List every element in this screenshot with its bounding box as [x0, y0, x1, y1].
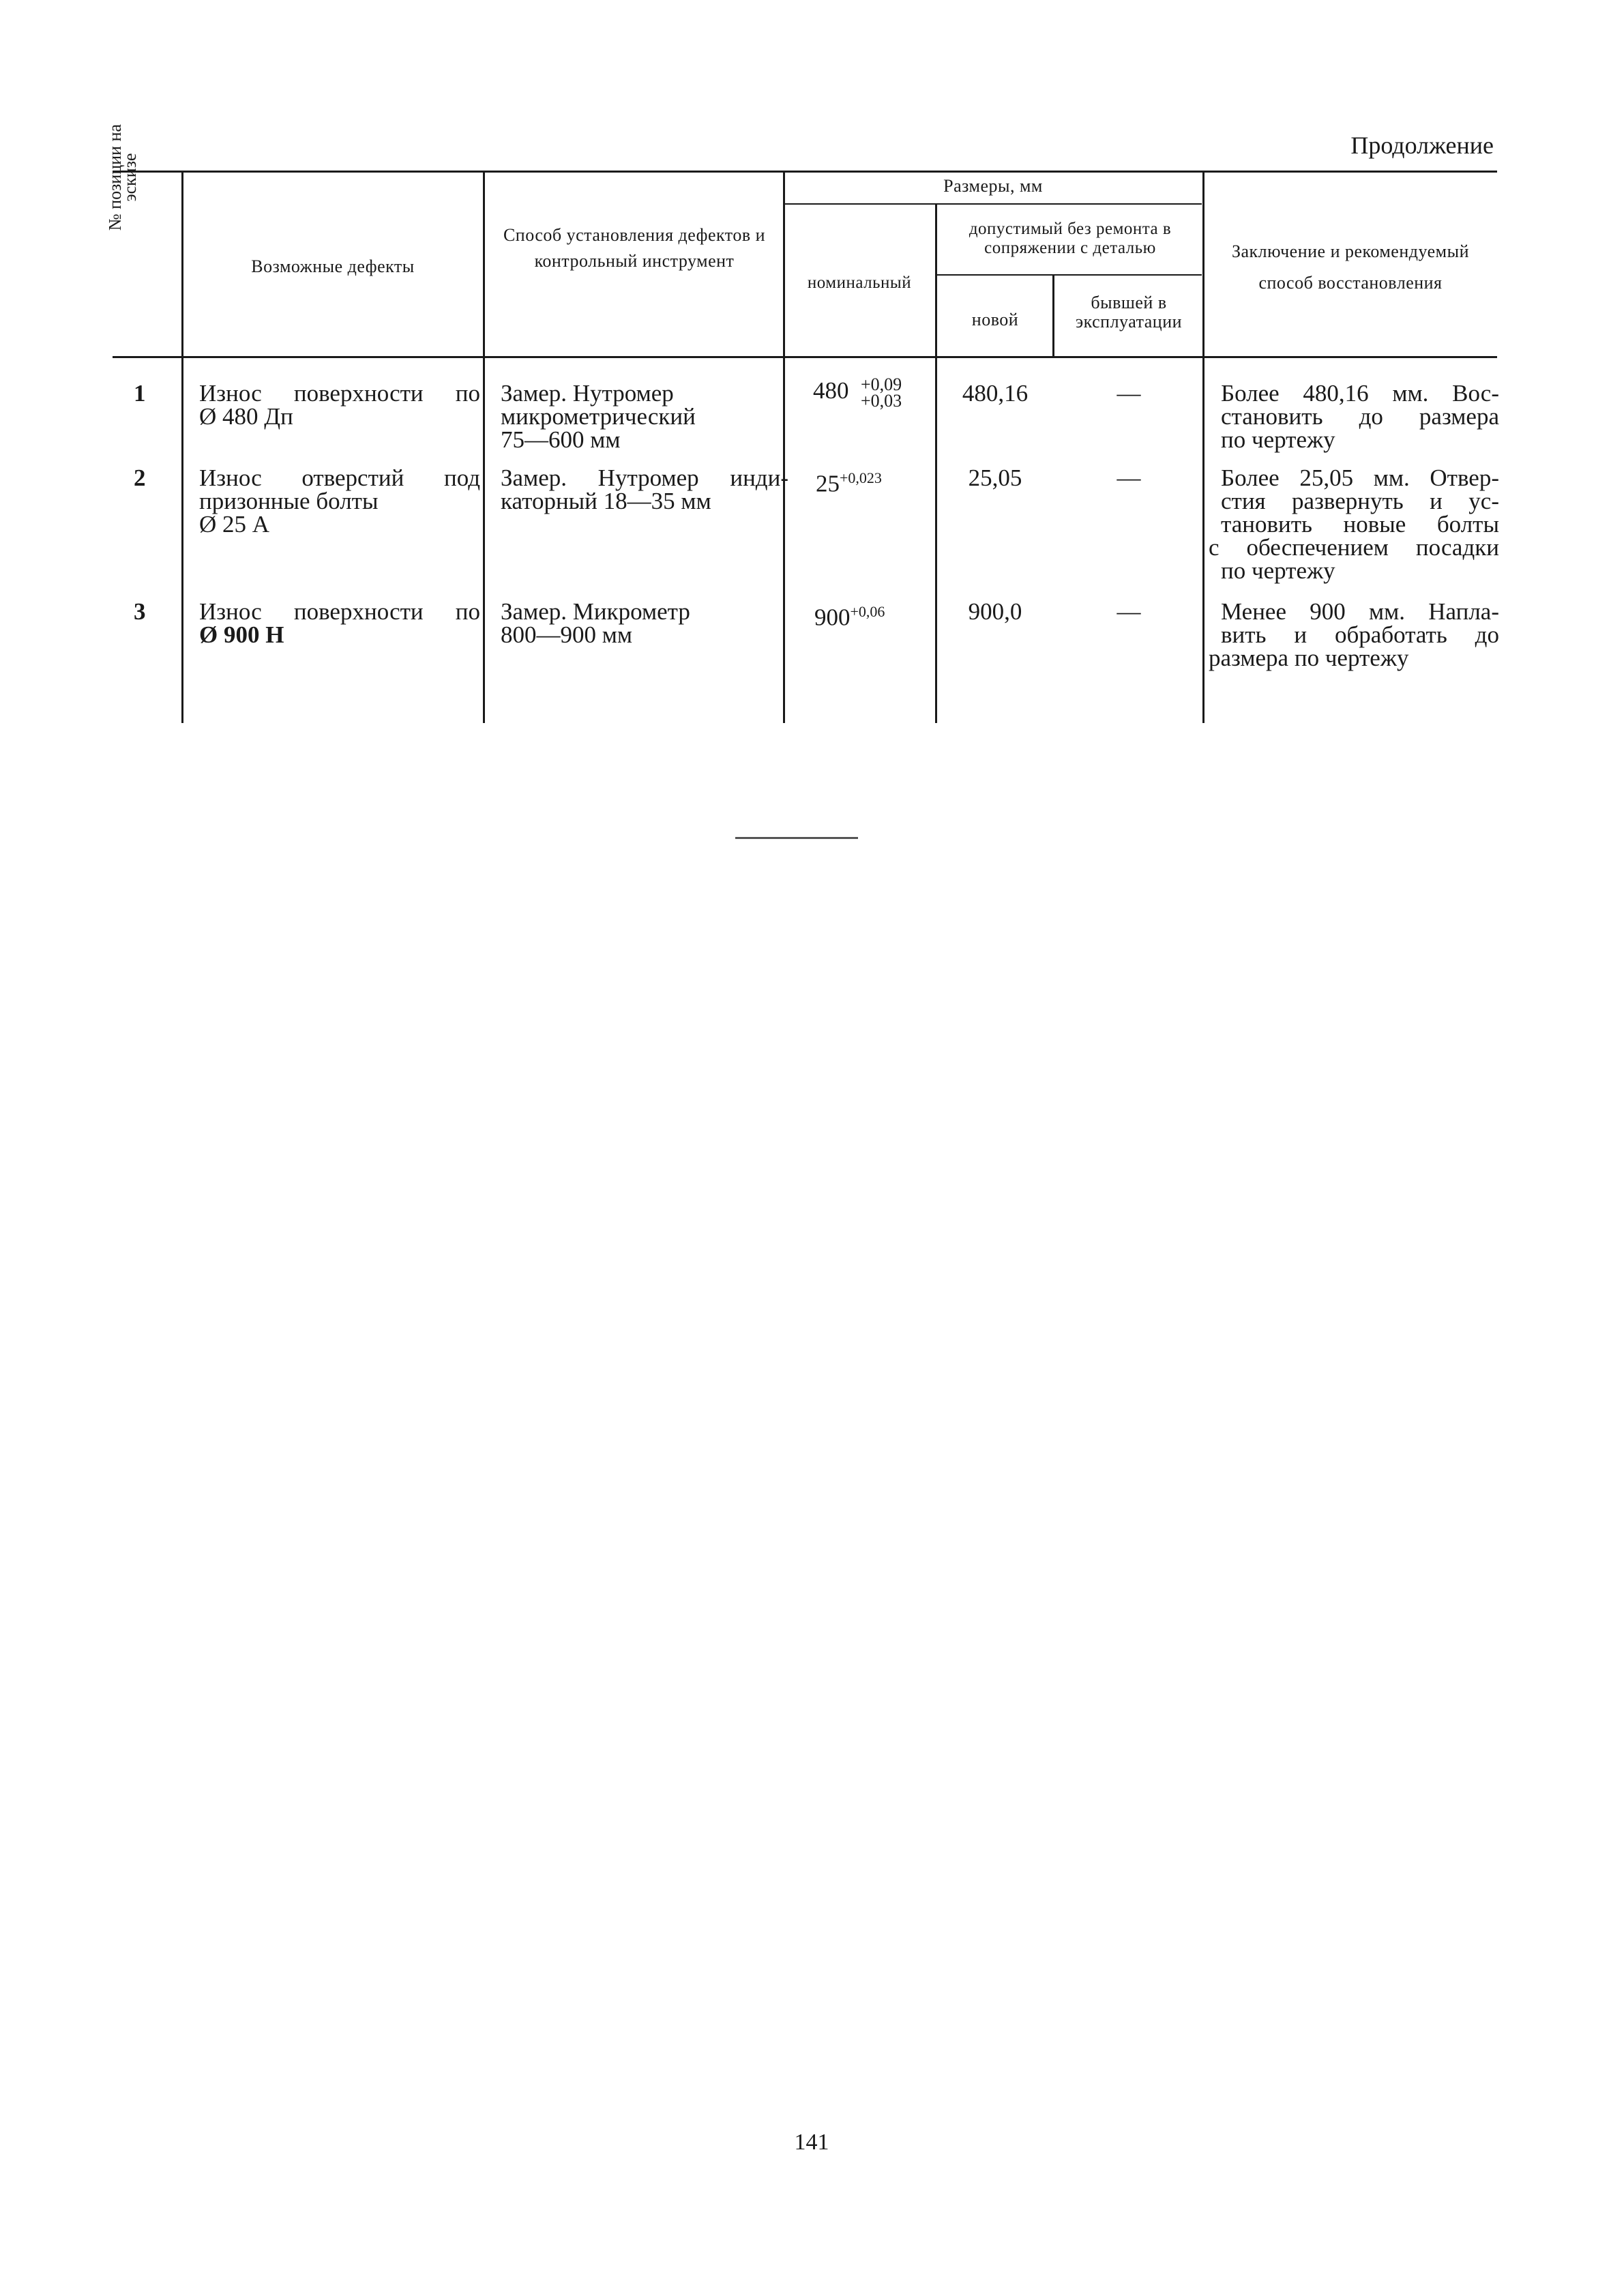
col-rule-1 — [181, 172, 183, 723]
allowed-subheader-rule — [936, 274, 1202, 276]
row-2-used: — — [1117, 465, 1141, 491]
row-1-number: 1 — [134, 380, 146, 407]
row-1-defect: Износ поверхности по Ø 480 Дп — [199, 380, 480, 430]
row-3-method: Замер. Микрометр 800—900 мм — [501, 598, 690, 648]
row-3-used: — — [1117, 598, 1141, 625]
header-conclusion: Заключение и рекомендуемый способ восстановления — [1231, 241, 1470, 293]
col-rule-3 — [783, 172, 785, 723]
end-divider — [735, 837, 858, 839]
row-1-method: Замер. Нутромер микрометрический 75—600 мм — [501, 380, 696, 453]
header-new: новой — [971, 310, 1019, 329]
row-2-method: Замер. Нутромер инди- каторный 18—35 мм — [501, 465, 788, 514]
col-rule-5 — [1052, 276, 1054, 357]
sizes-subheader-rule — [784, 203, 1202, 205]
row-2-number: 2 — [134, 465, 146, 491]
header-bottom-rule — [113, 356, 1497, 358]
col-rule-6 — [1202, 172, 1204, 723]
row-1-nominal: 480 +0,09 +0,03 — [813, 374, 902, 411]
row-2-conclusion: Более 25,05 мм. Отвер- стия развернуть и ус- тановить новые болты с обеспечением посадки по чертежу — [1209, 465, 1499, 584]
row-3-conclusion: Менее 900 мм. Напла- вить и обработать до размера по чертежу — [1209, 598, 1499, 671]
row-3-nominal: $900^{+0,06}$ — [814, 603, 885, 631]
row-3-new: 900,0 — [968, 598, 1022, 625]
row-2-nominal: $25^{+0,023}$ — [816, 469, 882, 497]
col-rule-2 — [483, 172, 485, 723]
header-nominal: номинальный — [807, 274, 912, 292]
row-3-tolerance: +0,06 — [850, 603, 885, 620]
row-2-new: 25,05 — [968, 465, 1022, 491]
row-1-new: 480,16 — [962, 380, 1029, 407]
row-3-number: 3 — [134, 598, 146, 625]
header-sizes: Размеры, мм — [943, 176, 1043, 196]
header-allowed: допустимый без ремонта в сопряжении с деталью — [969, 220, 1172, 257]
header-position: № позиции на эскизе — [105, 123, 140, 231]
header-method: Способ установления дефектов и контрольный инструмент — [503, 225, 766, 271]
table-top-rule — [113, 171, 1497, 173]
continuation-label: Продолжение — [1350, 132, 1494, 159]
row-2-defect: Износ отверстий под призонные болты Ø 25 А — [199, 465, 480, 538]
col-rule-4 — [935, 205, 937, 723]
row-2-tolerance: +0,023 — [840, 469, 882, 486]
row-3-defect: Износ поверхности по Ø 900 Н — [199, 598, 480, 648]
header-defects: Возможные дефекты — [251, 256, 415, 276]
row-1-conclusion: Более 480,16 мм. Вос- становить до размера по чертежу — [1221, 380, 1499, 453]
row-1-tolerance: +0,09 +0,03 — [861, 374, 902, 411]
page-number: 141 — [794, 2130, 829, 2155]
header-used: бывшей в эксплуатации — [1075, 293, 1183, 332]
row-1-used: — — [1117, 380, 1141, 407]
